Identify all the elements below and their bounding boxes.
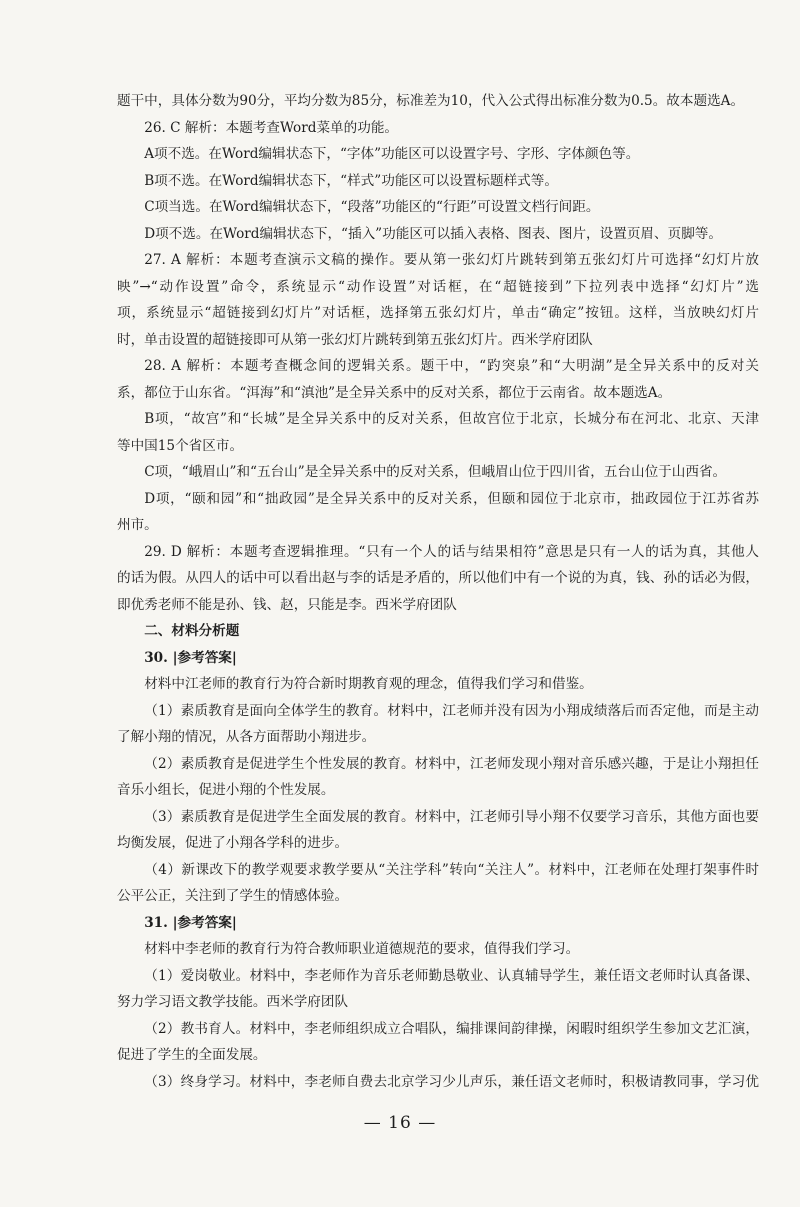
text-line: （3）终身学习。材料中，李老师自费去北京学习少儿声乐，兼任语文老师时，积极请教同事，学习优 <box>144 1073 759 1090</box>
text-line: （2）素质教育是促进学生个性发展的教育。材料中，江老师发现小翔对音乐感兴趣，于是让小翔担任 <box>144 755 759 772</box>
text-line: 材料中江老师的教育行为符合新时期教育观的理念，值得我们学习和借鉴。 <box>144 676 593 692</box>
text-line: （1）爱岗敬业。材料中，李老师作为音乐老师勤恳敬业、认真辅导学生，兼任语文老师时认真备课、 <box>144 967 759 984</box>
text-line: （3）素质教育是促进学生全面发展的教育。材料中，江老师引导小翔不仅要学习音乐，其他方面也要 <box>144 808 759 825</box>
text-line: 系，都位于山东省。“洱海”和“滇池”是全异关系中的反对关系，都位于云南省。故本题选A。 <box>117 384 672 401</box>
text-line: 映”→“动作设置”命令，系统显示“动作设置”对话框，在“超链接到”下拉列表中选择“幻灯片”选 <box>117 278 759 295</box>
text-line: 音乐小组长，促进小翔的个性发展。 <box>117 782 335 798</box>
text-line: 促进了学生的全面发展。 <box>117 1047 267 1063</box>
text-line: 项，系统显示“超链接到幻灯片”对话框，选择第五张幻灯片，单击“确定”按钮。这样，当放映幻灯片 <box>117 305 759 321</box>
text-line: C项当选。在Word编辑状态下，“段落”功能区的“行距”可设置文档行间距。 <box>144 199 600 215</box>
text-line: D项，“颐和园”和“拙政园”是全异关系中的反对关系，但颐和园位于北京市，拙政园位于江苏省苏 <box>144 490 759 507</box>
text-line: 州市。 <box>117 517 158 533</box>
text-line: 均衡发展，促进了小翔各学科的进步。 <box>117 835 349 851</box>
text-line: 努力学习语文教学技能。西米学府团队 <box>117 994 349 1010</box>
text-line: 即优秀老师不能是孙、钱、赵，只能是李。西米学府团队 <box>117 596 457 613</box>
text-line: （4）新课改下的教学观要求教学要从“关注学科”转向“关注人”。材料中，江老师在处理打架事件时 <box>144 861 759 878</box>
page-body <box>117 88 759 1095</box>
text-line: 等中国15个省区市。 <box>117 437 244 454</box>
text-line: 材料中李老师的教育行为符合教师职业道德规范的要求，值得我们学习。 <box>144 941 580 957</box>
section-heading: 二、材料分析题 <box>144 623 240 639</box>
text-line: 27. A 解析：本题考查演示文稿的操作。要从第一张幻灯片跳转到第五张幻灯片可选择“幻灯片放 <box>144 252 759 268</box>
section-heading: 31. |参考答案| <box>144 914 237 931</box>
section-heading: 30. |参考答案| <box>144 649 237 666</box>
text-line: C项，“峨眉山”和“五台山”是全异关系中的反对关系，但峨眉山位于四川省，五台山位于山西省。 <box>144 464 727 480</box>
text-line: 公平公正，关注到了学生的情感体验。 <box>117 888 349 904</box>
page-number: — 16 — <box>363 1113 437 1133</box>
text-line: （1）素质教育是面向全体学生的教育。材料中，江老师并没有因为小翔成绩落后而否定他，而是主动 <box>144 702 759 719</box>
text-line: B项，“故宫”和“长城”是全异关系中的反对关系，但故宫位于北京，长城分布在河北、北京、天津 <box>144 411 759 427</box>
text-line: 的话为假。从四人的话中可以看出赵与李的话是矛盾的，所以他们中有一个说的为真，钱、孙的话必为假， <box>117 570 759 586</box>
text-line: 26. C 解析：本题考查Word菜单的功能。 <box>144 119 399 136</box>
text-line: 29. D 解析：本题考查逻辑推理。“只有一个人的话与结果相符”意思是只有一人的话为真，其他人 <box>144 543 759 560</box>
text-line: B项不选。在Word编辑状态下，“样式”功能区可以设置标题样式等。 <box>144 172 558 189</box>
text-line: D项不选。在Word编辑状态下，“插入”功能区可以插入表格、图表、图片，设置页眉、页脚等。 <box>144 225 722 242</box>
text-line: 时，单击设置的超链接即可从第一张幻灯片跳转到第五张幻灯片。西米学府团队 <box>117 331 593 348</box>
text-line: 了解小翔的情况，从各方面帮助小翔进步。 <box>117 729 376 745</box>
text-line: 题干中，具体分数为90分，平均分数为85分，标准差为10，代入公式得出标准分数为0.5。故本题选A。 <box>117 93 745 109</box>
text-line: 28. A 解析：本题考查概念间的逻辑关系。题干中，“趵突泉”和“大明湖”是全异关系中的反对关 <box>144 358 759 374</box>
text-line: （2）教书育人。材料中，李老师组织成立合唱队，编排课间韵律操，闲暇时组织学生参加文艺汇演， <box>144 1020 759 1037</box>
text-line: A项不选。在Word编辑状态下，“字体”功能区可以设置字号、字形、字体颜色等。 <box>144 146 640 162</box>
